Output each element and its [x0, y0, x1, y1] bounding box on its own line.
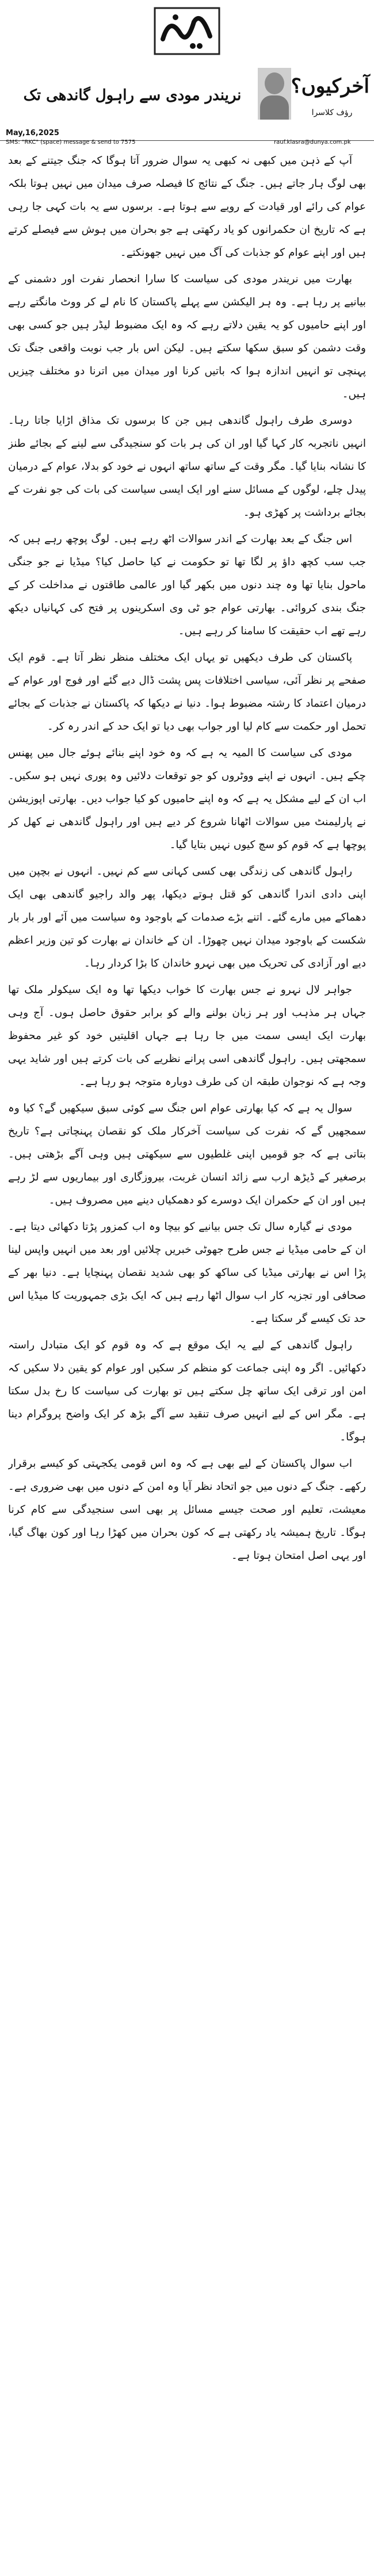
article-paragraph: جواہر لال نہرو نے جس بھارت کا خواب دیکھا تھا وہ ایک سیکولر ملک تھا جہاں ہر مذہب اور ہر زبان بولنے والے کو برابر حقوق حاصل ہوں۔ آج وہی بھارت ایک ایسی سمت میں جا رہا ہے جہاں اقلیتیں خود کو غیر محفوظ سمجھتی ہیں۔ راہول گاندھی اسی پرانے نظریے کی بات کرتے ہیں اور شاید یہی وجہ ہے کہ نوجوان طبقہ ان کی طرف دوبارہ متوجہ ہو رہا ہے۔ — [8, 984, 366, 1088]
author-email: rauf.klasra@dunya.com.pk — [274, 139, 351, 145]
sms-instruction: SMS: "RKC" (space) message & send to 7575 — [6, 139, 136, 145]
dunya-logo — [152, 5, 222, 57]
meta-row — [0, 126, 374, 145]
article-paragraph: مودی نے گیارہ سال تک جس بیانیے کو بیچا وہ اب کمزور پڑتا دکھائی دیتا ہے۔ ان کے حامی میڈیا نے جس طرح جھوٹی خبریں چلائیں اور بعد میں انہیں واپس لینا پڑا اس نے بھارتی میڈیا کی ساکھ کو بھی شدید نقصان پہنچایا ہے۔ دنیا بھر کے صحافی اور تجزیہ کار اب سوال اٹھا رہے ہیں کہ ایک بڑی جمہوریت کا میڈیا اس حد تک کیسے گر سکتا ہے۔ — [8, 1221, 366, 1325]
article-paragraph: مودی کی سیاست کا المیہ یہ ہے کہ وہ خود اپنے بنائے ہوئے جال میں پھنس چکے ہیں۔ انہوں نے اپنے ووٹروں کو جو توقعات دلائیں وہ پوری نہیں ہو سکیں۔ اب ان کے لیے مشکل یہ ہے کہ وہ اپنے حامیوں کو کیا جواب دیں۔ بھارتی اپوزیشن نے پارلیمنٹ میں سوالات اٹھانا شروع کر دیے ہیں اور راہول گاندھی نے کھل کر پوچھا ہے کہ قوم کو سچ کیوں نہیں بتایا گیا۔ — [8, 747, 366, 851]
newspaper-masthead — [0, 0, 374, 63]
article-paragraph: آپ کے ذہن میں کبھی نہ کبھی یہ سوال ضرور آتا ہوگا کہ جنگ جیتنے کے بعد بھی لوگ ہار جاتے ہیں۔ جنگ کے نتائج کا فیصلہ صرف میدان میں نہیں ہوتا بلکہ عوام کی رائے اور قیادت کے رویے سے ہوتا ہے۔ برسوں سے یہ بات کہی جا رہی ہے کہ تاریخ ان حکمرانوں کو یاد رکھتی ہے جو بحران میں ہوش سے فیصلے کرتے ہیں اور اپنے عوام کو جذبات کی آگ میں نہیں جھونکتے۔ — [8, 155, 366, 259]
article-paragraph: پاکستان کی طرف دیکھیں تو یہاں ایک مختلف منظر نظر آتا ہے۔ قوم ایک صفحے پر نظر آئی، سیاسی اختلافات پس پشت ڈال دیے گئے اور فوج اور عوام کے درمیان اعتماد کا رشتہ مضبوط ہوا۔ دنیا نے دیکھا کہ پاکستان نے جذبات کے بجائے تحمل اور حکمت سے کام لیا اور جواب بھی دیا تو ایک حد کے اندر رہ کر۔ — [8, 651, 366, 733]
article-paragraph: بھارت میں نریندر مودی کی سیاست کا سارا انحصار نفرت اور دشمنی کے بیانیے پر رہا ہے۔ وہ ہر الیکشن سے پہلے پاکستان کا نام لے کر ووٹ مانگتے رہے اور اپنے حامیوں کو یہ یقین دلاتے رہے کہ وہ ایک مضبوط لیڈر ہیں جو کسی بھی وقت دشمن کو سبق سکھا سکتے ہیں۔ لیکن اس بار جب نوبت واقعی جنگ تک پہنچی تو انہیں اندازہ ہوا کہ باتیں کرنا اور میدان میں اترنا دو مختلف چیزیں ہیں۔ — [8, 273, 366, 400]
article-paragraph: راہول گاندھی کے لیے یہ ایک موقع ہے کہ وہ قوم کو ایک متبادل راستہ دکھائیں۔ اگر وہ اپنی جماعت کو منظم کر سکیں اور عوام کو یقین دلا سکیں کہ امن اور ترقی ایک ساتھ چل سکتے ہیں تو بھارت کی سیاست کا رخ بدل سکتا ہے۔ مگر اس کے لیے انہیں صرف تنقید سے آگے بڑھ کر ایک واضح پروگرام دینا ہوگا۔ — [8, 1339, 366, 1443]
article-paragraph: اب سوال پاکستان کے لیے بھی ہے کہ وہ اس قومی یکجہتی کو کیسے برقرار رکھے۔ جنگ کے دنوں میں جو اتحاد نظر آیا وہ امن کے دنوں میں بھی ضروری ہے۔ معیشت، تعلیم اور صحت جیسے مسائل پر بھی اسی سنجیدگی سے کام کرنا ہوگا۔ تاریخ ہمیشہ یاد رکھتی ہے کہ کون بحران میں کھڑا رہا اور کون بھاگ گیا، اور یہی اصل امتحان ہوتا ہے۔ — [8, 1458, 366, 1562]
author-photo — [258, 68, 291, 120]
column-header — [0, 63, 374, 144]
article-paragraph: راہول گاندھی کی زندگی بھی کسی کہانی سے کم نہیں۔ انہوں نے بچپن میں اپنی دادی اندرا گاندھی کو قتل ہوتے دیکھا، پھر والد راجیو گاندھی بھی ایک دھماکے میں مارے گئے۔ اتنے بڑے صدمات کے باوجود وہ سیاست میں آئے اور بار بار شکست کے باوجود میدان نہیں چھوڑا۔ ان کے خاندان نے بھارت کو تین وزیر اعظم دیے اور آزادی کی تحریک میں بھی نہرو خاندان کا بڑا کردار رہا۔ — [8, 865, 366, 969]
article-headline: نریندر مودی سے راہول گاندھی تک — [23, 87, 242, 104]
author-name: رؤف کلاسرا — [311, 108, 353, 117]
article-paragraph: سوال یہ ہے کہ کیا بھارتی عوام اس جنگ سے کوئی سبق سیکھیں گے؟ کیا وہ سمجھیں گے کہ نفرت کی سیاست آخرکار ملک کو نقصان پہنچاتی ہے؟ تاریخ بتاتی ہے کہ جو قومیں اپنی غلطیوں سے سیکھتی ہیں وہی آگے بڑھتی ہیں۔ برصغیر کے ڈیڑھ ارب سے زائد انسان غربت، بیروزگاری اور بیماریوں سے لڑ رہے ہیں اور ان کے حکمران ایک دوسرے کو دھمکیاں دینے میں مصروف ہیں۔ — [8, 1102, 366, 1206]
article-body — [8, 150, 366, 2564]
article-paragraph: دوسری طرف راہول گاندھی ہیں جن کا برسوں تک مذاق اڑایا جاتا رہا۔ انہیں ناتجربہ کار کہا گیا اور ان کی ہر بات کو سنجیدگی سے لینے کے بجائے طنز کا نشانہ بنایا گیا۔ مگر وقت کے ساتھ ساتھ انہوں نے خود کو بدلا، عوام کے درمیان پیدل چلے، لوگوں کے مسائل سنے اور ایک ایسی سیاست کی بات کی جو نفرت کے بجائے برداشت پر کھڑی ہو۔ — [8, 415, 366, 519]
article-paragraph: اس جنگ کے بعد بھارت کے اندر سوالات اٹھ رہے ہیں۔ لوگ پوچھ رہے ہیں کہ جب سب کچھ داؤ پر لگا تھا تو حکومت نے کیا حاصل کیا؟ میڈیا نے جو جنگی ماحول بنایا تھا وہ چند دنوں میں بکھر گیا اور عالمی طاقتوں نے مداخلت کر کے جنگ بندی کروائی۔ بھارتی عوام جو ٹی وی اسکرینوں پر فتح کی کہانیاں دیکھ رہے تھے اب حقیقت کا سامنا کر رہے ہیں۔ — [8, 533, 366, 637]
column-name: آخرکیوں؟ — [291, 75, 369, 98]
publish-date: May,16,2025 — [6, 129, 59, 137]
